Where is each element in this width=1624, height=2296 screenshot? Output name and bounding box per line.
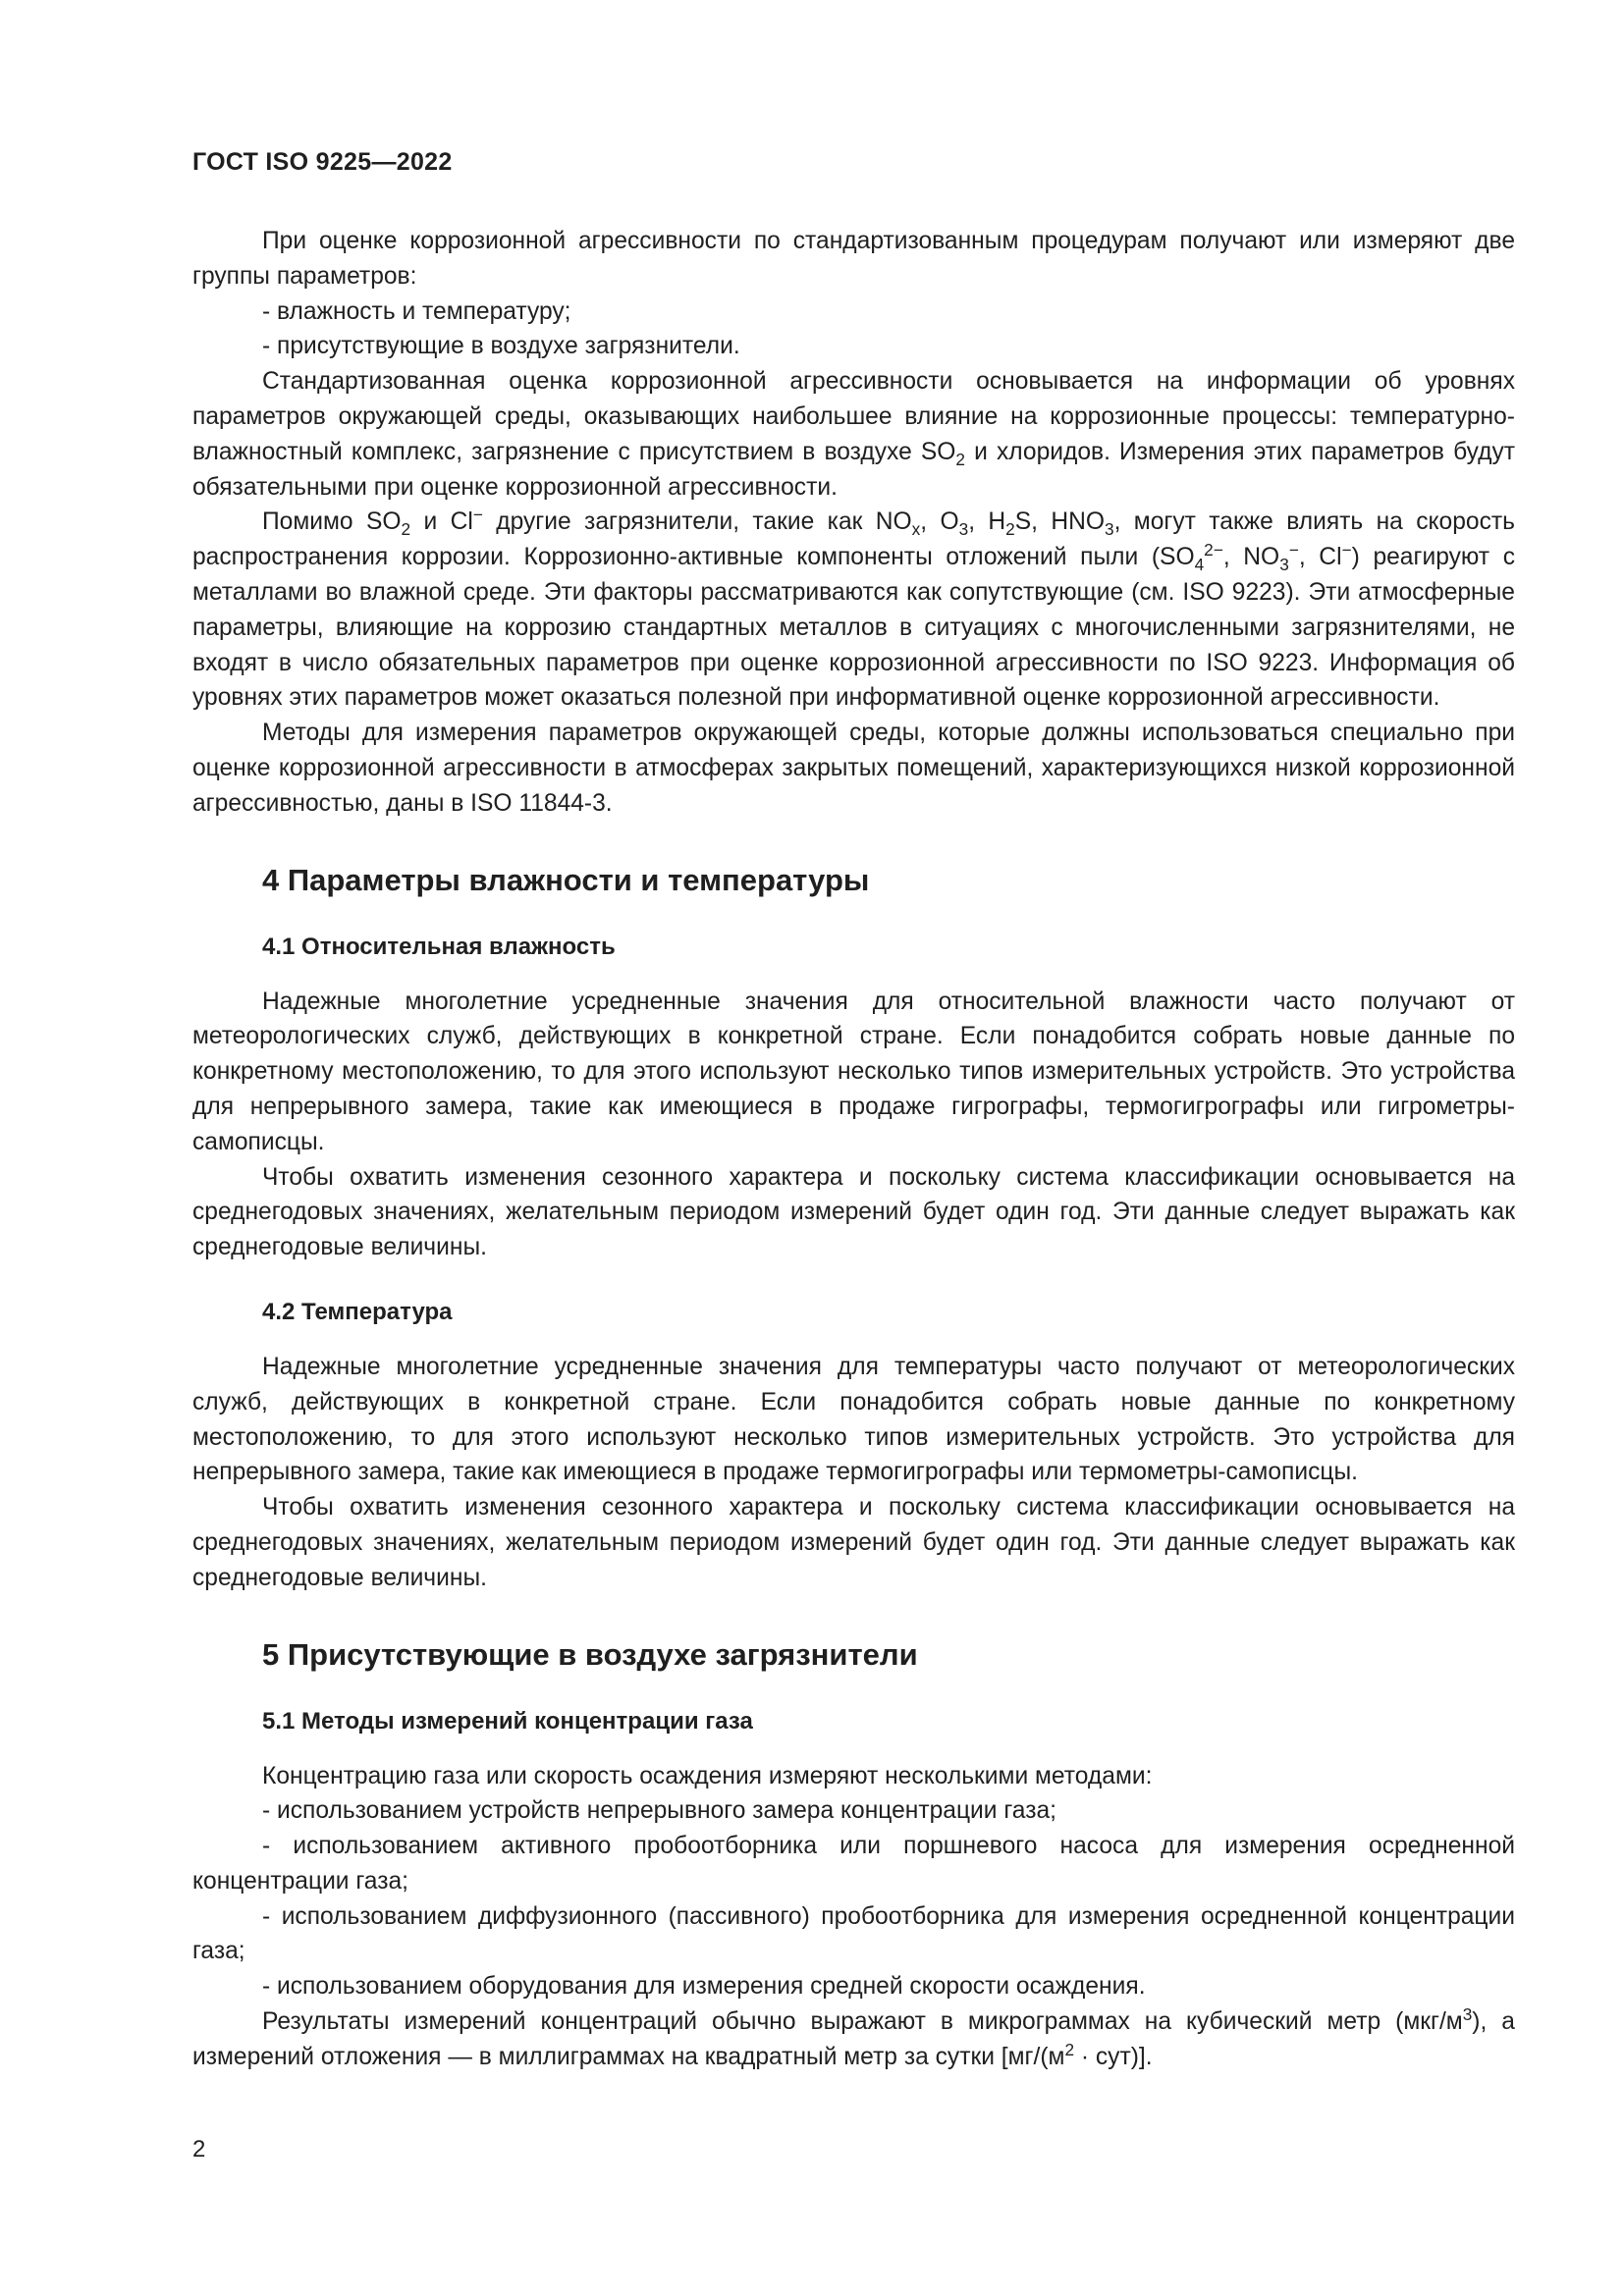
subsection-heading: 4.1 Относительная влажность [262, 933, 616, 960]
list-item: - влажность и температуру; [262, 297, 571, 325]
list-item: - использованием оборудования для измерения средней скорости осаждения. [262, 1973, 1146, 2001]
list-item: - использованием диффузионного (пассивного) пробоотборника для измерения осредненной концентрации газа; [192, 1902, 1515, 1965]
text-run: , Cl [1298, 544, 1342, 571]
superscript: 3 [1462, 2003, 1473, 2024]
text-run: и хлоридов. Измерения этих параметров будут обязательными при оценке коррозионной агрессивности. [192, 438, 1516, 501]
subscript: 4 [1194, 555, 1205, 575]
text-run: S, HNO [1014, 508, 1106, 536]
section-heading: 4 Параметры влажности и температуры [262, 862, 870, 897]
text-run: ) реагируют с металлами во влажной среде. Эти факторы рассматриваются как сопутствующие (см. ISO 9223). Эти атмосферные параметры, влияющие на коррозию стандартных металлов в ситуациях с многочисленными загрязнителями, не входят в число обязательных параметров при оценке коррозионной агрессивности по ISO 9223. Информация об уровнях этих параметров может оказаться полезной при информативной оценке коррозионной агрессивности. [192, 544, 1516, 712]
subscript: 3 [1279, 555, 1289, 575]
paragraph [192, 364, 1515, 505]
paragraph: Методы для измерения параметров окружающей среды, которые должны использоваться специально при оценке коррозионной агрессивности в атмосферах закрытых помещений, характеризующихся низкой коррозионной агрессивностью, даны в ISO 11844-3. [192, 720, 1515, 817]
text-run: Результаты измерений концентраций обычно выражают в микрограммах на кубический метр (мкг/м [262, 2008, 1463, 2036]
text-run: Стандартизованная оценка коррозионной агрессивности основывается на информации об уровнях параметров окружающей среды, оказывающих наибольшее влияние на коррозионные процессы: температурно-влажностный комплекс, загрязнение с присутствием в воздухе SO [192, 368, 1515, 465]
text-run: , H [968, 508, 1006, 536]
subsection-heading: 5.1 Методы измерений концентрации газа [262, 1707, 753, 1735]
superscript: − [472, 505, 483, 525]
text-run: другие загрязнители, такие как NO [482, 508, 912, 536]
paragraph: При оценке коррозионной агрессивности по стандартизованным процедурам получают или измеряют две группы параметров: [192, 228, 1515, 290]
document-header: ГОСТ ISO 9225—2022 [192, 148, 453, 176]
subscript: x [911, 519, 921, 540]
subscript: 2 [1005, 519, 1015, 540]
text-run: , O [920, 508, 959, 536]
text-run: , могут также влиять на скорость распространения коррозии. Коррозионно-активные компоненты отложений пыли (SO [192, 508, 1515, 571]
paragraph: Надежные многолетние усредненные значения для относительной влажности часто получают от метеорологических служб, действующих в конкретной стране. Если понадобится собрать новые данные по конкретному местоположению, то для этого используют несколько типов измерительных устройств. Это устройства для непрерывного замера, такие как имеющиеся в продаже гигрографы, термогигрографы или гигрометры-самописцы. [192, 988, 1515, 1155]
page-number: 2 [192, 2136, 206, 2163]
paragraph [192, 2004, 1515, 2075]
paragraph: Чтобы охватить изменения сезонного характера и поскольку система классификации основывается на среднегодовых значениях, желательным периодом измерений будет один год. Эти данные следует выражать как среднегодовые величины. [192, 1494, 1515, 1591]
subscript: 3 [1105, 519, 1114, 540]
subsection-heading: 4.2 Температура [262, 1298, 453, 1325]
paragraph [192, 505, 1515, 716]
document-body [192, 224, 1515, 2075]
list-item: - использованием активного пробоотборника или поршневого насоса для измерения осредненной концентрации газа; [192, 1833, 1515, 1895]
subscript: 2 [401, 519, 411, 540]
text-run: ), а измерений отложения — в миллиграммах на квадратный метр за сутки [мг/(м [192, 2008, 1515, 2070]
section-heading: 5 Присутствующие в воздухе загрязнители [262, 1636, 918, 1672]
list-item: - присутствующие в воздухе загрязнители. [262, 333, 740, 360]
superscript: − [1288, 539, 1299, 560]
subscript: 3 [958, 519, 969, 540]
text-run: , NO [1222, 544, 1280, 571]
text-run: · сут)]. [1074, 2043, 1153, 2070]
paragraph: Концентрацию газа или скорость осаждения измеряют несколькими методами: [262, 1762, 1153, 1789]
superscript: − [1341, 539, 1352, 560]
superscript: 2− [1204, 539, 1223, 560]
subscript: 2 [955, 449, 965, 469]
text-run: Помимо SO [262, 508, 402, 536]
text-run: и Cl [410, 508, 473, 536]
superscript: 2 [1064, 2039, 1075, 2059]
paragraph: Надежные многолетние усредненные значения для температуры часто получают от метеорологических служб, действующих в конкретной стране. Если понадобится собрать новые данные по конкретному местоположению, то для этого используют несколько типов измерительных устройств. Это устройства для непрерывного замера, такие как имеющиеся в продаже термогигрографы или термометры-самописцы. [192, 1353, 1515, 1486]
paragraph: Чтобы охватить изменения сезонного характера и поскольку система классификации основывается на среднегодовых значениях, желательным периодом измерений будет один год. Эти данные следует выражать как среднегодовые величины. [192, 1163, 1515, 1261]
list-item: - использованием устройств непрерывного замера концентрации газа; [262, 1797, 1056, 1825]
